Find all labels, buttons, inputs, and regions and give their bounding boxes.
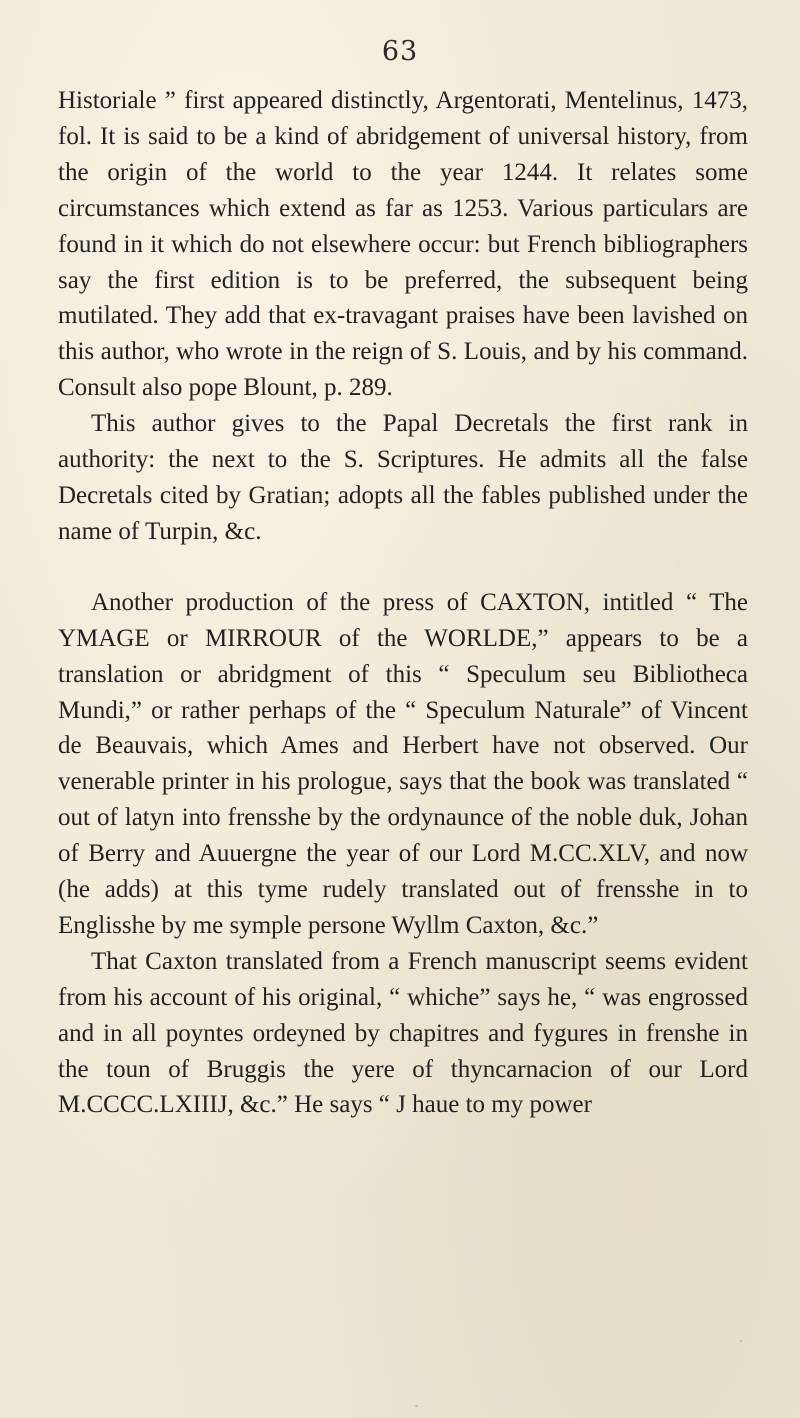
- paper-speck: [60, 1060, 63, 1063]
- paper-speck: [740, 1340, 742, 1342]
- page-number: 63: [381, 36, 419, 67]
- paragraph-papal-decretals: This author gives to the Papal Decretals the first rank in authority: the next to the S. Scriptures. He admits all the false Decretals cited by Gratian; adopts all the fables published under the name of Turpin, &c.: [58, 410, 748, 545]
- paragraph-historiale: Historiale ” first appeared distinctly, Argentorati, Mentelinus, 1473, fol. It is said to be a kind of abridgement of universal history, from the origin of the world to the year 1244. It relates some circumstances which extend as far as 1253. Various particulars are found in it which do not elsewhere occur: but French bibliographers say the first edition is to be preferred, the subsequent being mutilated. They add that ex-travagant praises have been lavished on this author, who wrote in the reign of S. Louis, and by his command. Consult also pope Blount, p. 289.: [58, 87, 748, 402]
- paragraph-caxton-mirrour: Another production of the press of CAXTON, intitled “ The YMAGE or MIRROUR of the WORLDE,” appears to be a translation or abridgment of this “ Speculum seu Bibliotheca Mundi,” or rather perhaps of the “ Speculum Naturale” of Vincent de Beauvais, which Ames and Herbert have not observed. Our venerable printer in his prologue, says that the book was translated “ out of latyn into frensshe by the ordynaunce of the noble duk, Johan of Berry and Auuergne the year of our Lord M.CC.XLV, and now (he adds) at this tyme rudely translated out of frensshe in to Englisshe by me symple persone Wyllm Caxton, &c.”: [58, 588, 748, 939]
- paragraph-french-manuscript: That Caxton translated from a French manuscript seems evident from his account of his original, “ whiche” says he, “ was engrossed and in all poyntes ordeyned by chapitres and fygures in frenshe in the toun of Bruggis the yere of thyncarnacion of our Lord M.CCCC.LXIIIJ, &c.” He says “ J haue to my power: [58, 947, 748, 1119]
- body-text: [58, 83, 748, 1123]
- paper-speck: [415, 1405, 418, 1407]
